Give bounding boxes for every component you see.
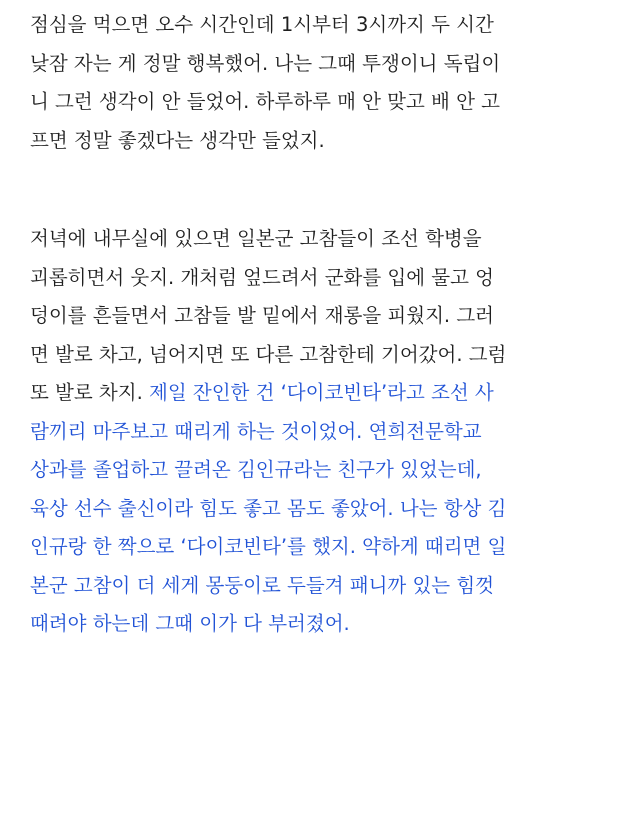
- paragraph-2: [30, 220, 620, 644]
- text-line: 점심을 먹으면 오수 시간인데 1시부터 3시까지 두 시간: [30, 13, 494, 36]
- text-line: 프면 정말 좋겠다는 생각만 들었지.: [30, 128, 325, 152]
- text-line: 면 발로 차고, 넘어지면 또 다른 고참한테 기어갔어. 그럼: [30, 342, 507, 366]
- highlighted-line: 람끼리 마주보고 때리게 하는 것이었어. 연희전문학교: [30, 419, 482, 443]
- highlighted-line: 때려야 하는데 그때 이가 다 부러졌어.: [30, 612, 350, 635]
- article-body: [30, 6, 620, 644]
- plain-text: 또 발로 차지.: [30, 381, 149, 404]
- text-line: 괴롭히면서 웃지. 개처럼 엎드려서 군화를 입에 물고 엉: [30, 265, 495, 289]
- highlighted-line: 상과를 졸업하고 끌려온 김인규라는 친구가 있었는데,: [30, 458, 482, 481]
- text-line: 낮잠 자는 게 정말 행복했어. 나는 그때 투쟁이니 독립이: [30, 51, 501, 75]
- text-line: 저녁에 내무실에 있으면 일본군 고참들이 조선 학병을: [30, 227, 482, 250]
- text-line: 덩이를 흔들면서 고참들 발 밑에서 재롱을 피웠지. 그러: [30, 304, 495, 327]
- highlighted-line: 본군 고참이 더 세게 몽둥이로 두들겨 패니까 있는 힘껏: [30, 573, 495, 597]
- highlighted-line: 인규랑 한 짝으로 ‘다이코빈타’를 했지. 약하게 때리면 일: [30, 535, 507, 558]
- text-line: 니 그런 생각이 안 들었어. 하루하루 매 안 맞고 배 안 고: [30, 90, 500, 113]
- highlighted-text: 제일 잔인한 건 ‘다이코빈타’라고 조선 사: [148, 381, 494, 404]
- highlighted-line: 육상 선수 출신이라 힘도 좋고 몸도 좋았어. 나는 항상 김: [30, 496, 507, 520]
- text-line-mixed: [30, 374, 620, 413]
- paragraph-1: [30, 6, 620, 160]
